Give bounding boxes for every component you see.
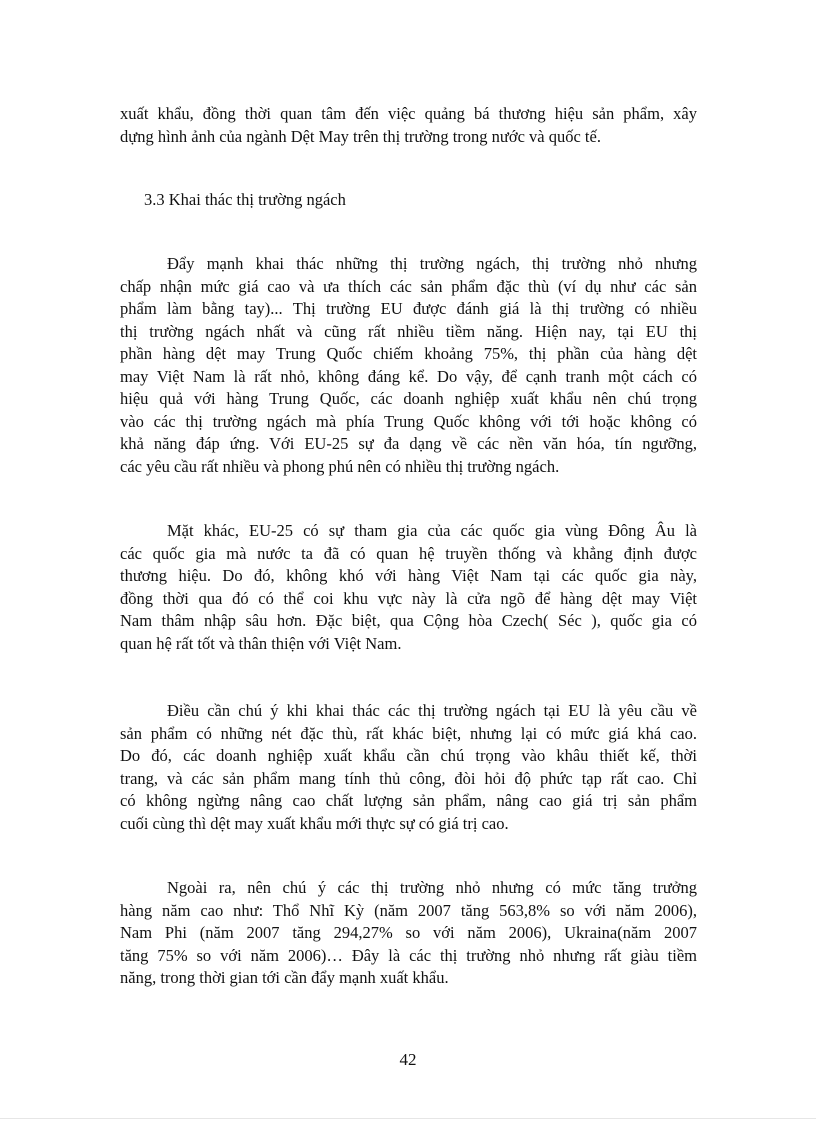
paragraph-emerging-markets xyxy=(120,877,697,990)
text-line: chấp nhận mức giá cao và ưa thích các sản phẩm đặc thù (ví dụ như các sản xyxy=(120,276,697,296)
paragraph-product-requirements xyxy=(120,700,697,835)
text-line: Do đó, các doanh nghiệp xuất khẩu cần chú trọng vào khâu thiết kế, thời xyxy=(120,746,697,765)
paragraph-eastern-europe xyxy=(120,520,697,655)
text-line: thị trường ngách nhất và cũng rất nhiều tiềm năng. Hiện nay, tại EU thị xyxy=(120,321,697,341)
text-line: các yêu cầu rất nhiều và phong phú nên có nhiều thị trường ngách. xyxy=(120,456,560,476)
text-line: Đẩy mạnh khai thác những thị trường ngách, thị trường nhỏ nhưng xyxy=(167,254,697,273)
text-line: sản phẩm có những nét đặc thù, rất khác biệt, nhưng lại có mức giá khá cao. xyxy=(120,723,697,743)
text-line: Nam Phi (năm 2007 tăng 294,27% so với năm 2006), Ukraina(năm 2007 xyxy=(120,923,697,942)
page-bottom-edge xyxy=(0,1118,816,1119)
text-line: cuối cùng thì dệt may xuất khẩu mới thực sự có giá trị cao. xyxy=(120,813,509,833)
text-line: may Việt Nam là rất nhỏ, không đáng kể. Do vậy, để cạnh tranh một cách có xyxy=(120,366,697,386)
text-line: quan hệ rất tốt và thân thiện với Việt Nam. xyxy=(120,633,402,653)
text-line: phần hàng dệt may Trung Quốc chiếm khoảng 75%, thị phần của hàng dệt xyxy=(120,344,697,363)
text-line: phẩm làm bằng tay)... Thị trường EU được đánh giá là thị trường có nhiều xyxy=(120,299,697,318)
text-line: hàng năm cao như: Thổ Nhĩ Kỳ (năm 2007 tăng 563,8% so với năm 2006), xyxy=(120,900,697,920)
section-heading: 3.3 Khai thác thị trường ngách xyxy=(144,190,346,209)
intro-paragraph xyxy=(120,103,697,148)
text-line: Điều cần chú ý khi khai thác các thị trường ngách tại EU là yêu cầu về xyxy=(167,701,697,720)
text-line: có không ngừng nâng cao chất lượng sản phẩm, nâng cao giá trị sản phẩm xyxy=(120,791,697,810)
text-line: đồng thời qua đó có thể coi khu vực này là cửa ngõ để hàng dệt may Việt xyxy=(120,588,697,608)
text-line: Nam thâm nhập sâu hơn. Đặc biệt, qua Cộng hòa Czech( Séc ), quốc gia có xyxy=(120,611,697,630)
text-line: vào các thị trường ngách mà phía Trung Quốc không với tới hoặc không có xyxy=(120,411,697,431)
text-line: thương hiệu. Do đó, không khó với hàng Việt Nam tại các quốc gia này, xyxy=(120,566,697,585)
text-line: xuất khẩu, đồng thời quan tâm đến việc quảng bá thương hiệu sản phẩm, xây xyxy=(120,104,697,123)
text-line: tăng 75% so với năm 2006)… Đây là các thị trường nhỏ nhưng rất giàu tiềm xyxy=(120,945,697,965)
text-line: khả năng đáp ứng. Với EU-25 sự đa dạng về các nền văn hóa, tín ngưỡng, xyxy=(120,434,697,453)
text-line: trang, và các sản phẩm mang tính thủ công, đòi hỏi độ phức tạp rất cao. Chỉ xyxy=(120,768,697,788)
text-line: năng, trong thời gian tới cần đẩy mạnh xuất khẩu. xyxy=(120,968,449,987)
text-line: Ngoài ra, nên chú ý các thị trường nhỏ nhưng có mức tăng trưởng xyxy=(167,878,697,897)
text-line: các quốc gia mà nước ta đã có quan hệ truyền thống và khẳng định được xyxy=(120,543,697,563)
paragraph-niche-markets xyxy=(120,253,697,478)
page-number: 42 xyxy=(399,1050,417,1069)
text-line: dựng hình ảnh của ngành Dệt May trên thị trường trong nước và quốc tế. xyxy=(120,126,601,146)
text-line: hiệu quả với hàng Trung Quốc, các doanh nghiệp xuất khẩu nên chú trọng xyxy=(120,389,697,408)
text-line: Mặt khác, EU-25 có sự tham gia của các quốc gia vùng Đông Âu là xyxy=(167,521,697,540)
